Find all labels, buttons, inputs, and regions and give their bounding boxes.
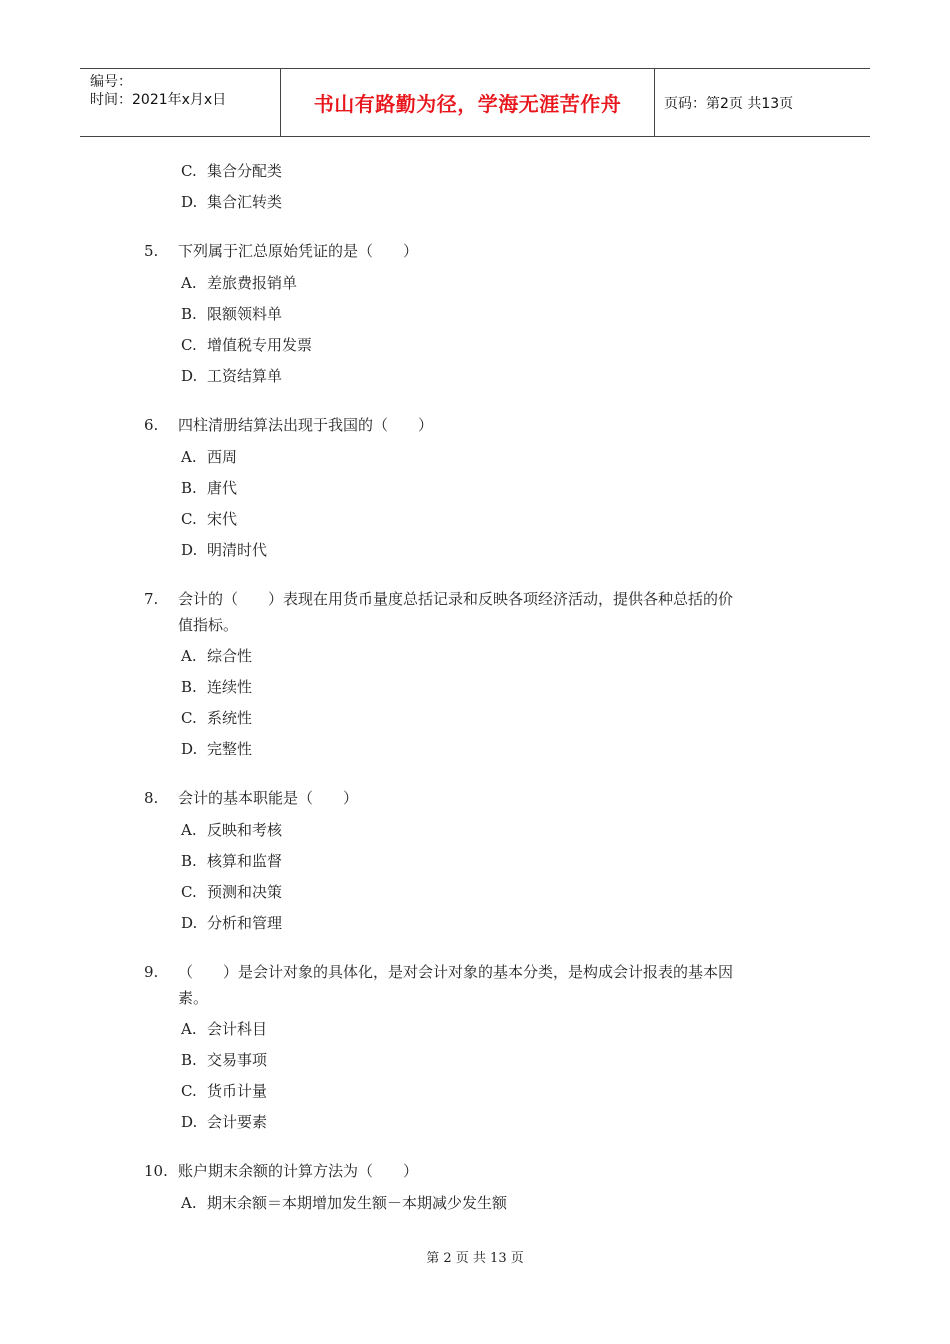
option-letter: C. [181, 883, 197, 901]
option-text: 明清时代 [207, 541, 268, 559]
motto: 书山有路勤为径，学海无涯苦作舟 [280, 69, 655, 136]
question-number: 7. [144, 590, 159, 608]
option-c [181, 1081, 267, 1101]
question-number: 8. [144, 789, 159, 807]
option-text: 差旅费报销单 [207, 274, 298, 292]
option-d [181, 540, 267, 560]
option-text: 限额领料单 [207, 305, 283, 323]
question-text-line-2: 值指标。 [178, 616, 239, 634]
code-label: 编号： [90, 74, 132, 90]
option-text: 货币计量 [207, 1082, 268, 1100]
option-letter: C. [181, 510, 197, 528]
option-a [181, 273, 297, 293]
page-header [80, 68, 870, 137]
question-number: 6. [144, 416, 159, 434]
date-label: 时间：2021年x月x日 [90, 92, 227, 108]
question-text-line-1: （ ）是会计对象的具体化，是对会计对象的基本分类，是构成会计报表的基本因 [178, 963, 734, 981]
option-letter: C. [181, 709, 197, 727]
question-number: 5. [144, 242, 159, 260]
option-text: 会计科目 [207, 1020, 268, 1038]
question-text-line-1: 会计的（ ）表现在用货币量度总括记录和反映各项经济活动，提供各种总括的价 [178, 590, 734, 608]
option-letter: C. [181, 1082, 197, 1100]
question-text: 下列属于汇总原始凭证的是（ ） [178, 242, 419, 260]
option-b [181, 851, 282, 871]
option-text: 期末余额＝本期增加发生额－本期减少发生额 [207, 1194, 508, 1212]
option-a [181, 447, 237, 467]
option-text: 交易事项 [207, 1051, 268, 1069]
question-number: 10. [144, 1162, 168, 1180]
page-footer: 第 2 页 共 13 页 [426, 1251, 524, 1266]
option-letter: A. [181, 1020, 197, 1038]
option-letter: C. [181, 336, 197, 354]
header-left-cell [80, 69, 280, 136]
option-c [181, 708, 252, 728]
option-letter: C. [181, 162, 197, 180]
option-text: 集合分配类 [207, 162, 283, 180]
option-letter: D. [181, 914, 198, 932]
option-c [181, 882, 282, 902]
question-text-line-2: 素。 [178, 989, 209, 1007]
option-a [181, 820, 282, 840]
option-letter: D. [181, 193, 198, 211]
option-text: 连续性 [207, 678, 253, 696]
option-b [181, 478, 237, 498]
option-text: 预测和决策 [207, 883, 283, 901]
option-d [181, 1112, 267, 1132]
option-text: 宋代 [207, 510, 238, 528]
option-d-continued [181, 192, 282, 212]
option-letter: A. [181, 647, 197, 665]
option-d [181, 913, 282, 933]
question-text: 四柱清册结算法出现于我国的（ ） [178, 416, 434, 434]
option-letter: B. [181, 1051, 197, 1069]
question-text: 账户期末余额的计算方法为（ ） [178, 1162, 419, 1180]
option-letter: A. [181, 274, 197, 292]
option-letter: D. [181, 1113, 198, 1131]
option-c-continued [181, 161, 282, 181]
option-d [181, 739, 252, 759]
option-b [181, 304, 282, 324]
option-text: 综合性 [207, 647, 253, 665]
option-letter: D. [181, 541, 198, 559]
option-text: 会计要素 [207, 1113, 268, 1131]
option-letter: D. [181, 367, 198, 385]
option-text: 工资结算单 [207, 367, 283, 385]
option-a [181, 646, 252, 666]
option-letter: B. [181, 852, 197, 870]
option-letter: D. [181, 740, 198, 758]
option-text: 分析和管理 [207, 914, 283, 932]
option-letter: A. [181, 821, 197, 839]
option-text: 完整性 [207, 740, 253, 758]
page-info: 页码：第2页 共13页 [664, 95, 794, 112]
option-d [181, 366, 282, 386]
option-b [181, 677, 252, 697]
option-c [181, 509, 237, 529]
option-a [181, 1019, 267, 1039]
option-c [181, 335, 312, 355]
option-letter: B. [181, 678, 197, 696]
option-letter: B. [181, 479, 197, 497]
option-text: 系统性 [207, 709, 253, 727]
option-letter: A. [181, 448, 197, 466]
option-b [181, 1050, 267, 1070]
option-letter: A. [181, 1194, 197, 1212]
question-number: 9. [144, 963, 159, 981]
option-text: 西周 [207, 448, 238, 466]
question-text: 会计的基本职能是（ ） [178, 789, 359, 807]
option-text: 反映和考核 [207, 821, 283, 839]
option-a [181, 1193, 507, 1213]
option-text: 增值税专用发票 [207, 336, 313, 354]
option-letter: B. [181, 305, 197, 323]
option-text: 核算和监督 [207, 852, 283, 870]
option-text: 唐代 [207, 479, 238, 497]
option-text: 集合汇转类 [207, 193, 283, 211]
